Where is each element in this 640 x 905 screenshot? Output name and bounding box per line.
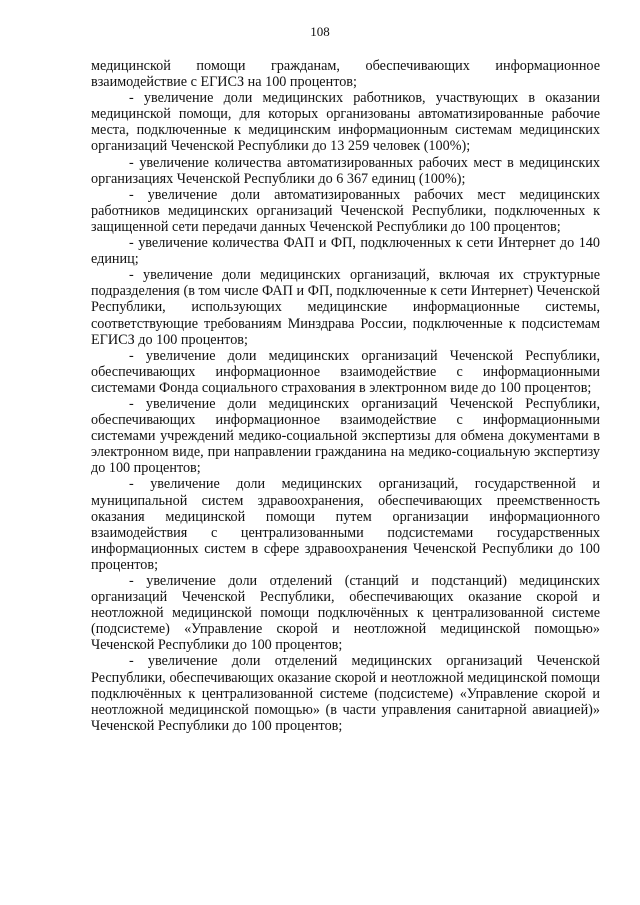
paragraph: - увеличение доли медицинских работников, участвующих в оказании медицинской помощи, для которых организованы автоматизированные рабочие места, подключенные к медицинским информационным системам медицинских организаций Чеченской Республики до 13 259 человек (100%); xyxy=(91,90,600,155)
paragraph: - увеличение доли медицинских организаций Чеченской Республики, обеспечивающих информационное взаимодействие с информационными системами учреждений медико-социальной экспертизы для обмена документами в электронном виде, при направлении гражданина на медико-социальную экспертизу до 100 процентов; xyxy=(91,395,600,477)
paragraph: - увеличение доли отделений (станций и подстанций) медицинских организаций Чеченской Республики, обеспечивающих оказание скорой и неотложной медицинской помощи подключённых к централизованной системе (подсистеме) «Управление скорой и неотложной медицинской помощью» Чеченской Республики до 100 процентов; xyxy=(91,573,600,654)
paragraph: - увеличение доли медицинских организаций, включая их структурные подразделения (в том числе ФАП и ФП, подключенные к сети Интернет) Чеченской Республики, использующих медицинские информационные системы, соответствующие требованиям Минздрава России, подключенные к подсистемам ЕГИСЗ до 100 процентов; xyxy=(91,267,600,348)
paragraph: - увеличение количества автоматизированных рабочих мест в медицинских организациях Чеченской Республики до 6 367 единиц (100%); xyxy=(91,154,600,187)
document-body xyxy=(91,58,600,734)
paragraph: медицинской помощи гражданам, обеспечивающих информационное взаимодействие с ЕГИСЗ на 100 процентов; xyxy=(91,58,600,91)
paragraph: - увеличение доли медицинских организаций, государственной и муниципальной систем здравоохранения, обеспечивающих преемственность оказания медицинской помощи путем организации информационного взаимодействия с централизованными подсистемами государственных информационных систем в сфере здравоохранения Чеченской Республики до 100 процентов; xyxy=(91,476,600,573)
paragraph: - увеличение доли медицинских организаций Чеченской Республики, обеспечивающих информационное взаимодействие с информационными системами Фонда социального страхования в электронном виде до 100 процентов; xyxy=(91,347,600,396)
paragraph: - увеличение доли автоматизированных рабочих мест медицинских работников медицинских организаций Чеченской Республики, подключенных к защищенной сети передачи данных Чеченской Республики до 100 процентов; xyxy=(91,186,600,235)
paragraph: - увеличение количества ФАП и ФП, подключенных к сети Интернет до 140 единиц; xyxy=(91,235,600,268)
page-number: 108 xyxy=(310,24,330,39)
paragraph: - увеличение доли отделений медицинских организаций Чеченской Республики, обеспечивающих оказание скорой и неотложной медицинской помощи подключённых к централизованной системе (подсистеме) «Управление скорой и неотложной медицинской помощью» (в части управления санитарной авиацией)» Чеченской Республики до 100 процентов; xyxy=(91,653,600,734)
